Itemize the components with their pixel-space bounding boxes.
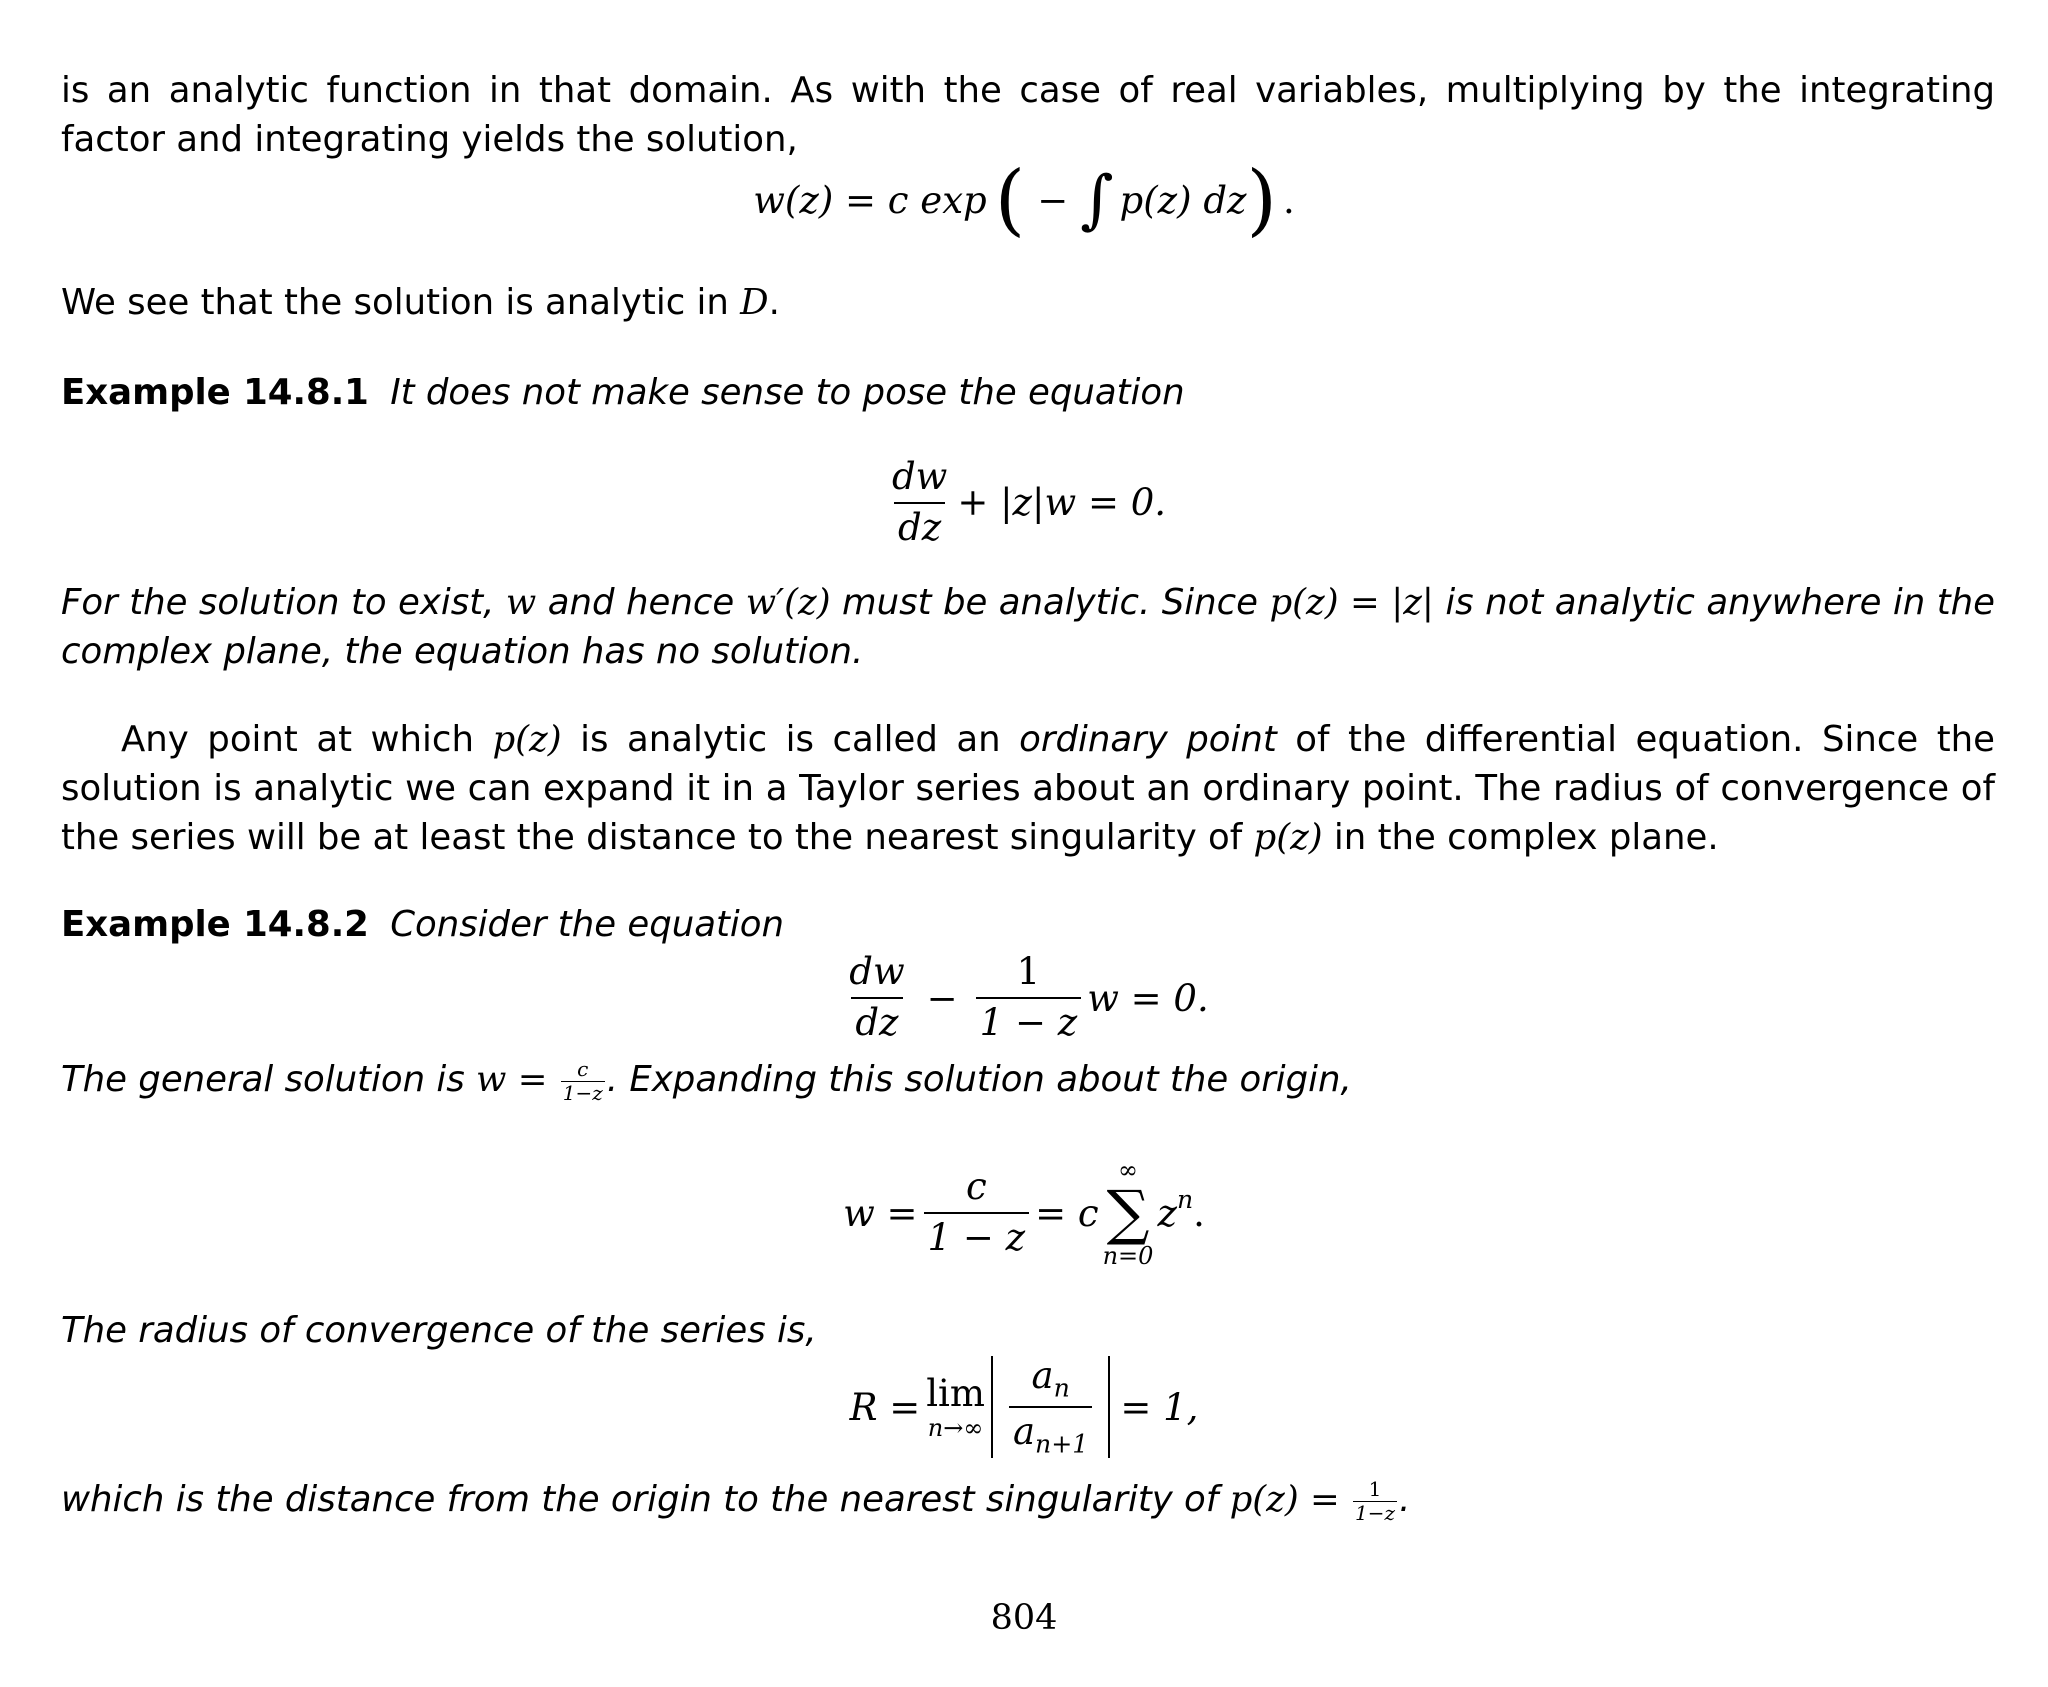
- example-2-label: Example 14.8.2: [61, 904, 369, 945]
- right-paren: ): [1246, 155, 1277, 245]
- r-lhs: R =: [849, 1385, 921, 1429]
- integral-sign: ∫: [1080, 163, 1114, 237]
- frac-num: 1: [1016, 950, 1041, 994]
- ord-c: of the differential equation. Since the solution is analytic we can expand it in a Taylor series about an ordinary point. The radius of convergence of the series will be at least the distance to the nearest singularity of: [61, 719, 1996, 858]
- summation: [1103, 1157, 1154, 1270]
- series-fraction: [924, 1167, 1030, 1258]
- body-w: w: [505, 582, 537, 623]
- limit: [926, 1372, 985, 1441]
- example-2-statement: Consider the equation: [390, 904, 784, 945]
- frac-den: 1 − z: [976, 997, 1082, 1044]
- sfrac-den: 1−z: [562, 1080, 603, 1105]
- radius-text-span: The radius of convergence of the series is,: [61, 1310, 817, 1351]
- sigma-symbol: ∑: [1106, 1178, 1150, 1248]
- gen-fraction: [561, 1056, 605, 1105]
- ord-pz2: p(z): [1253, 817, 1323, 858]
- frac-den: dz: [851, 997, 902, 1044]
- domain-var: D: [740, 282, 769, 323]
- frac-den: 1 − z: [924, 1212, 1030, 1259]
- example-1-label: Example 14.8.1: [61, 372, 369, 413]
- body-pz: p(z) = |z|: [1269, 582, 1434, 623]
- ratio-fraction: [1009, 1353, 1092, 1459]
- final-end: .: [1399, 1479, 1411, 1520]
- ord-term: ordinary point: [1019, 719, 1277, 760]
- page-number: 804: [990, 1598, 1058, 1638]
- left-paren: (: [994, 155, 1026, 245]
- eq-minus: −: [926, 976, 958, 1020]
- final-fraction: [1353, 1476, 1397, 1525]
- radius-text: [61, 1306, 1995, 1355]
- eq-rest: w = 0.: [1087, 976, 1209, 1020]
- body-wprime: w′(z): [745, 582, 831, 623]
- example-1-header: [61, 368, 1995, 417]
- body-c: must be analytic. Since: [830, 582, 1270, 623]
- eq-period: .: [1282, 178, 1295, 222]
- ratio-den-sub: n+1: [1035, 1429, 1089, 1459]
- gen-w: w =: [476, 1059, 548, 1100]
- radius-equation: [0, 1352, 2048, 1462]
- abs-value: [991, 1353, 1110, 1459]
- eq-lhs: w(z) = c exp: [753, 178, 987, 222]
- ord-d: in the complex plane.: [1322, 817, 1719, 858]
- analytic-period: .: [768, 282, 780, 323]
- r-rhs: = 1,: [1120, 1385, 1199, 1429]
- series-exp: n: [1176, 1184, 1194, 1214]
- frac-num: c: [965, 1165, 987, 1209]
- ratio-den: a: [1012, 1410, 1036, 1453]
- intro-text: is an analytic function in that domain. As with the case of real variables, multiplying by the integrating factor and integrating yields the solution,: [61, 70, 1995, 160]
- general-solution-line: [61, 1055, 1995, 1104]
- example-1-equation: [0, 450, 2048, 555]
- eq-rest: + |z|w = 0.: [957, 481, 1167, 524]
- sfrac-num: c: [577, 1056, 589, 1081]
- final-line: [61, 1475, 1995, 1524]
- dw-dz-fraction: [888, 454, 951, 549]
- series-end: .: [1193, 1191, 1205, 1235]
- dw-dz-fraction-2: [845, 952, 908, 1043]
- body-d: is not analytic anywhere in the complex plane, the equation has no solution.: [61, 582, 1995, 672]
- series-lhs: w =: [843, 1191, 918, 1235]
- final-a: which is the distance from the origin to the nearest singularity of: [61, 1479, 1230, 1520]
- body-b: and hence: [536, 582, 746, 623]
- ord-a: Any point at which: [121, 719, 493, 760]
- eq-integrand: p(z) dz: [1119, 178, 1247, 222]
- eq-minus: −: [1037, 178, 1069, 222]
- frac-den: dz: [894, 502, 945, 549]
- example-1-statement: It does not make sense to pose the equation: [390, 372, 1185, 413]
- ordinary-point-paragraph: [61, 715, 1995, 862]
- ord-b: is analytic is called an: [561, 719, 1020, 760]
- example-1-body: [61, 578, 1995, 676]
- ratio-num-sub: n: [1053, 1373, 1070, 1403]
- gen-a: The general solution is: [61, 1059, 477, 1100]
- ord-pz: p(z): [492, 719, 562, 760]
- frac-num: dw: [891, 454, 948, 498]
- solution-equation: [0, 150, 2048, 250]
- analytic-statement: [61, 278, 1995, 327]
- gen-b: . Expanding this solution about the origin,: [606, 1059, 1352, 1100]
- example-2-header: [61, 900, 1995, 949]
- series-term: z: [1157, 1191, 1177, 1235]
- frac-num: dw: [849, 950, 905, 994]
- lim-word: lim: [926, 1372, 985, 1416]
- sum-upper: ∞: [1118, 1155, 1139, 1184]
- one-over-fraction: [976, 952, 1082, 1043]
- sum-lower: n=0: [1102, 1242, 1154, 1270]
- sfrac-den: 1−z: [1355, 1500, 1396, 1525]
- series-equation: [0, 1148, 2048, 1278]
- analytic-text: We see that the solution is analytic in: [61, 282, 741, 323]
- final-pz: p(z) =: [1229, 1479, 1340, 1520]
- example-2-equation: [0, 948, 2048, 1048]
- series-eq: = c: [1035, 1191, 1099, 1235]
- ratio-num: a: [1031, 1353, 1054, 1397]
- body-a: For the solution to exist,: [61, 582, 506, 623]
- lim-sub: n→∞: [927, 1414, 984, 1443]
- sfrac-num: 1: [1368, 1476, 1382, 1501]
